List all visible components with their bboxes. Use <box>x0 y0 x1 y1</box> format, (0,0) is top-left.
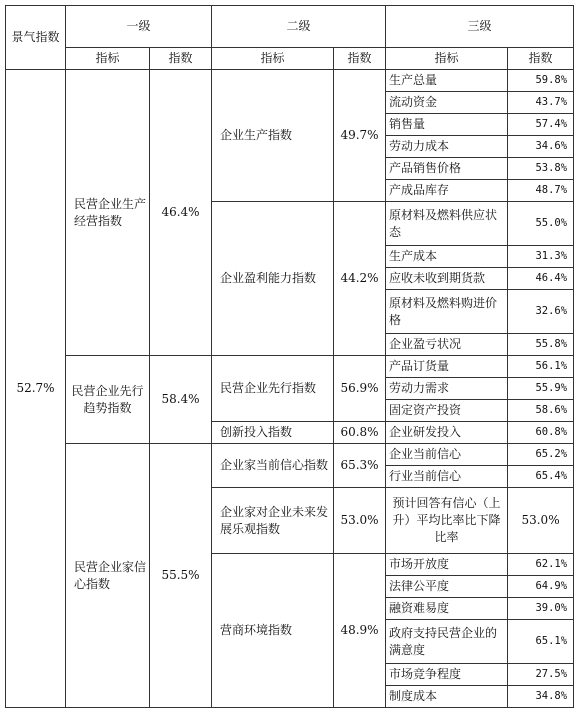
level3-indicator: 市场开放度 <box>386 554 508 576</box>
header-indicator: 指标 <box>66 48 150 70</box>
level2-index: 56.9% <box>334 356 386 422</box>
level2-index: 49.7% <box>334 70 386 202</box>
level2-indicator: 企业家对企业未来发展乐观指数 <box>212 488 334 554</box>
level3-index: 32.6% <box>508 290 574 334</box>
level3-index: 39.0% <box>508 598 574 620</box>
level3-indicator: 产品销售价格 <box>386 158 508 180</box>
index-table <box>5 5 574 708</box>
level2-index: 60.8% <box>334 422 386 444</box>
header-level2: 二级 <box>212 6 386 48</box>
level3-indicator: 生产成本 <box>386 246 508 268</box>
level2-index: 53.0% <box>334 488 386 554</box>
level3-indicator: 劳动力成本 <box>386 136 508 158</box>
level3-index: 64.9% <box>508 576 574 598</box>
level3-indicator: 销售量 <box>386 114 508 136</box>
level2-indicator: 营商环境指数 <box>212 554 334 708</box>
header-level1: 一级 <box>66 6 212 48</box>
level3-indicator: 企业当前信心 <box>386 444 508 466</box>
level3-index: 46.4% <box>508 268 574 290</box>
level3-indicator: 企业研发投入 <box>386 422 508 444</box>
level3-index: 48.7% <box>508 180 574 202</box>
level3-index: 31.3% <box>508 246 574 268</box>
level3-indicator: 制度成本 <box>386 686 508 708</box>
header-index: 指数 <box>508 48 574 70</box>
level3-indicator: 法律公平度 <box>386 576 508 598</box>
level3-indicator: 原材料及燃料供应状态 <box>386 202 508 246</box>
level3-indicator: 原材料及燃料购进价格 <box>386 290 508 334</box>
level3-index: 53.0% <box>508 488 574 554</box>
level3-indicator: 流动资金 <box>386 92 508 114</box>
level3-index: 34.6% <box>508 136 574 158</box>
header-level3: 三级 <box>386 6 574 48</box>
header-index: 指数 <box>150 48 212 70</box>
level3-index: 59.8% <box>508 70 574 92</box>
level1-indicator: 民营企业先行趋势指数 <box>66 356 150 444</box>
level3-indicator: 产品订货量 <box>386 356 508 378</box>
level1-indicator: 民营企业生产经营指数 <box>66 70 150 356</box>
level1-index: 58.4% <box>150 356 212 444</box>
level2-index: 65.3% <box>334 444 386 488</box>
level3-index: 43.7% <box>508 92 574 114</box>
header-indicator: 指标 <box>212 48 334 70</box>
level3-index: 58.6% <box>508 400 574 422</box>
level3-index: 60.8% <box>508 422 574 444</box>
level3-index: 55.9% <box>508 378 574 400</box>
level3-index: 34.8% <box>508 686 574 708</box>
level3-indicator: 劳动力需求 <box>386 378 508 400</box>
level3-index: 56.1% <box>508 356 574 378</box>
level3-index: 65.1% <box>508 620 574 664</box>
level2-index: 48.9% <box>334 554 386 708</box>
level3-indicator: 应收未收到期货款 <box>386 268 508 290</box>
header-composite: 景气指数 <box>6 6 66 70</box>
level3-index: 62.1% <box>508 554 574 576</box>
level1-indicator: 民营企业家信心指数 <box>66 444 150 708</box>
level3-indicator: 企业盈亏状况 <box>386 334 508 356</box>
level3-indicator: 预计回答有信心（上升）平均比率比下降比率 <box>386 488 508 554</box>
level3-index: 55.0% <box>508 202 574 246</box>
level3-indicator: 行业当前信心 <box>386 466 508 488</box>
level3-indicator: 产成品库存 <box>386 180 508 202</box>
level3-index: 55.8% <box>508 334 574 356</box>
level3-index: 65.2% <box>508 444 574 466</box>
composite-value: 52.7% <box>6 70 66 708</box>
level3-index: 57.4% <box>508 114 574 136</box>
level2-indicator: 企业家当前信心指数 <box>212 444 334 488</box>
level2-indicator: 民营企业先行指数 <box>212 356 334 422</box>
level3-index: 53.8% <box>508 158 574 180</box>
level2-indicator: 创新投入指数 <box>212 422 334 444</box>
header-index: 指数 <box>334 48 386 70</box>
level3-indicator: 固定资产投资 <box>386 400 508 422</box>
level2-index: 44.2% <box>334 202 386 356</box>
level3-indicator: 生产总量 <box>386 70 508 92</box>
level3-indicator: 政府支持民营企业的满意度 <box>386 620 508 664</box>
header-indicator: 指标 <box>386 48 508 70</box>
level1-index: 46.4% <box>150 70 212 356</box>
level3-index: 65.4% <box>508 466 574 488</box>
level2-indicator: 企业生产指数 <box>212 70 334 202</box>
level2-indicator: 企业盈利能力指数 <box>212 202 334 356</box>
level1-index: 55.5% <box>150 444 212 708</box>
level3-index: 27.5% <box>508 664 574 686</box>
level3-indicator: 市场竞争程度 <box>386 664 508 686</box>
level3-indicator: 融资难易度 <box>386 598 508 620</box>
